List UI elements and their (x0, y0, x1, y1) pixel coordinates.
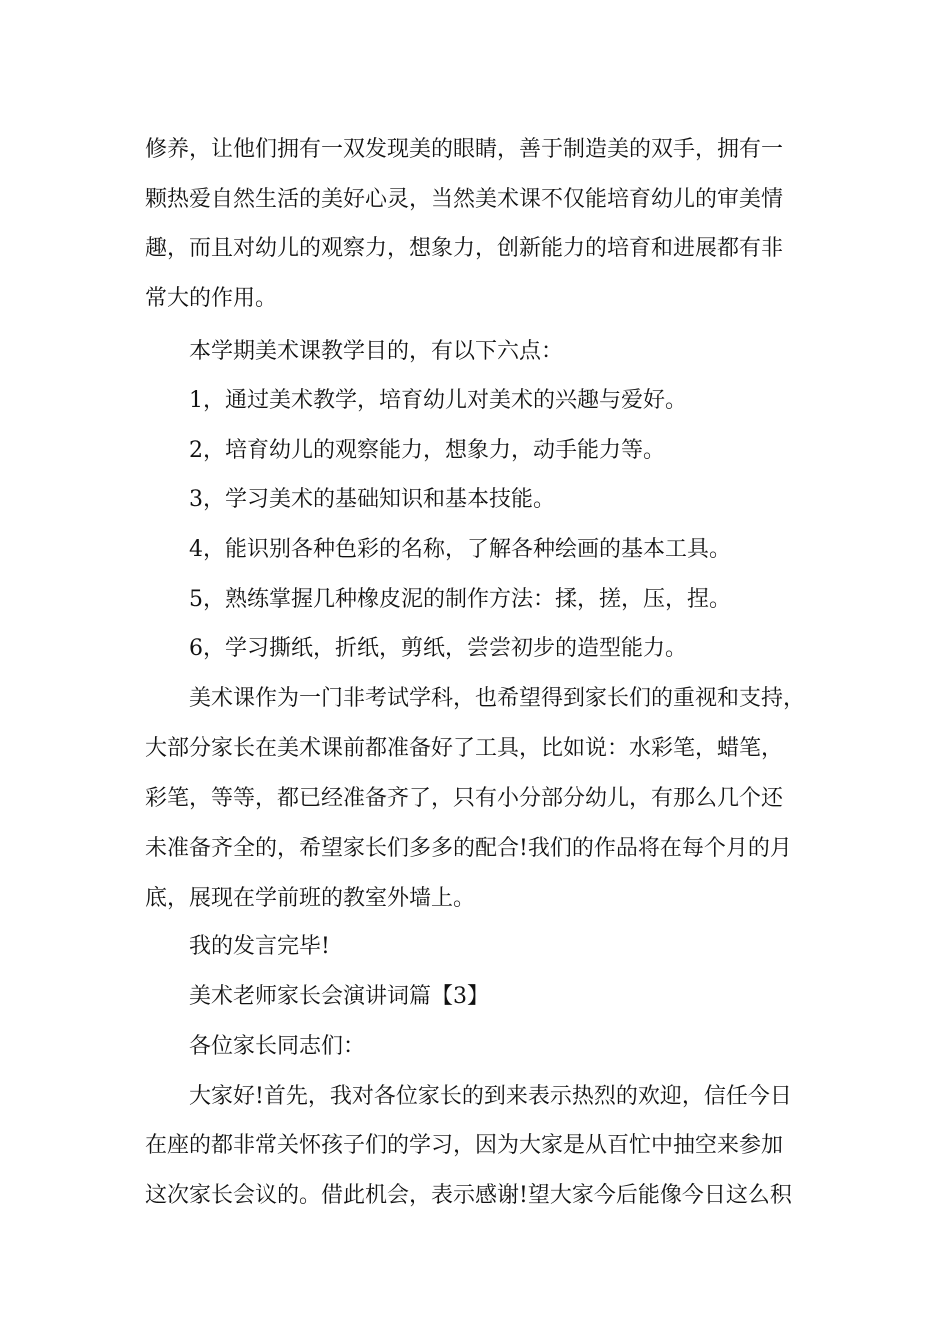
text-line: 常大的作用。 (145, 286, 278, 311)
section-heading: 美术老师家长会演讲词篇【3】 (189, 984, 489, 1009)
text-line: 这次家长会议的。借此机会，表示感谢!望大家今后能像今日这么积 (145, 1183, 792, 1208)
text-line: 我的发言完毕! (189, 934, 330, 959)
text-line: 修养，让他们拥有一双发现美的眼睛，善于制造美的双手，拥有一 (145, 137, 784, 162)
text-line: 美术课作为一门非考试学科，也希望得到家长们的重视和支持， (189, 686, 806, 711)
list-item: 1，通过美术教学，培育幼儿对美术的兴趣与爱好。 (189, 388, 687, 413)
salutation: 各位家长同志们： (189, 1034, 366, 1059)
list-item: 5，熟练掌握几种橡皮泥的制作方法：揉，搓，压，捏。 (189, 587, 731, 612)
text-line: 在座的都非常关怀孩子们的学习，因为大家是从百忙中抽空来参加 (145, 1133, 784, 1158)
text-line: 趣，而且对幼儿的观察力，想象力，创新能力的培育和进展都有非 (145, 236, 784, 261)
text-line: 未准备齐全的，希望家长们多多的配合!我们的作品将在每个月的月 (145, 836, 792, 861)
text-line: 本学期美术课教学目的，有以下六点： (189, 339, 564, 364)
list-item: 3，学习美术的基础知识和基本技能。 (189, 487, 555, 512)
text-line: 底，展现在学前班的教室外墙上。 (145, 886, 476, 911)
text-line: 大部分家长在美术课前都准备好了工具，比如说：水彩笔，蜡笔， (145, 736, 784, 761)
text-line: 颗热爱自然生活的美好心灵，当然美术课不仅能培育幼儿的审美情 (145, 187, 784, 212)
text-line: 彩笔，等等，都已经准备齐了，只有小分部分幼儿，有那么几个还 (145, 786, 784, 811)
text-line: 大家好!首先，我对各位家长的到来表示热烈的欢迎，信任今日 (189, 1084, 792, 1109)
list-item: 4，能识别各种色彩的名称，了解各种绘画的基本工具。 (189, 537, 731, 562)
list-item: 2，培育幼儿的观察能力，想象力，动手能力等。 (189, 438, 665, 463)
list-item: 6，学习撕纸，折纸，剪纸，尝尝初步的造型能力。 (189, 636, 687, 661)
